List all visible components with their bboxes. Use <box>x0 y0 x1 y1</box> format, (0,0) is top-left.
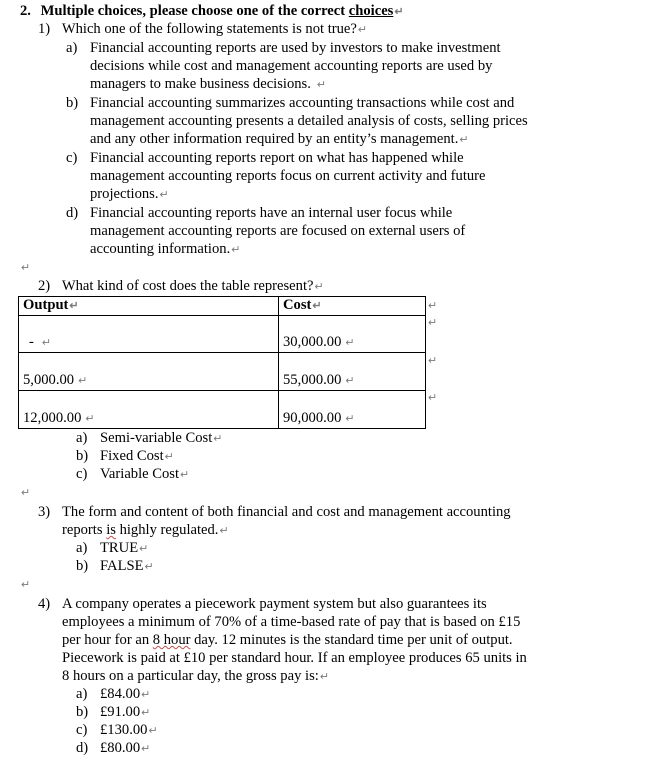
row-end-mark-icon: ↵ <box>428 355 438 367</box>
paragraph-mark-icon: ↵ <box>319 671 330 683</box>
option-line-last <box>90 241 240 259</box>
text-run: 8 hours on a particular day, the gross pay is: <box>62 668 319 684</box>
option-label: £91.00 <box>100 704 141 720</box>
option-letter: a) <box>76 430 88 446</box>
table-cell <box>279 316 426 353</box>
option-letter: c) <box>76 466 88 482</box>
question-text: Piecework is paid at £10 per standard hour. If an employee produces 65 units in <box>62 650 527 666</box>
cell-mark-icon: ↵ <box>345 413 355 425</box>
paragraph-mark-icon: ↵ <box>231 244 241 256</box>
option-letter: c) <box>76 722 88 738</box>
paragraph-mark-icon: ↵ <box>21 579 31 591</box>
option-line-text: managers to make business decisions. <box>90 76 311 92</box>
paragraph-mark-icon: ↵ <box>213 433 223 445</box>
paragraph-mark-icon: ↵ <box>139 543 149 555</box>
option-text <box>100 430 223 448</box>
question-text-line2 <box>62 522 229 540</box>
question-4-number: 4) <box>38 596 51 612</box>
option-text <box>100 558 154 576</box>
section-title-underlined: choices <box>348 3 394 19</box>
cell-value: 5,000.00 <box>23 372 75 388</box>
cell-mark-icon: ↵ <box>312 300 322 312</box>
table-header-cell <box>279 297 426 316</box>
option-letter: a) <box>76 686 88 702</box>
question-text: Which one of the following statements is not true? <box>61 21 357 37</box>
option-line: management accounting reports are focused on external users of <box>90 223 466 239</box>
table-cell <box>19 391 279 429</box>
option-label: £80.00 <box>100 740 141 756</box>
table-cell <box>19 353 279 391</box>
section-heading <box>20 3 404 21</box>
option-line: Financial accounting reports are used by investors to make investment <box>90 40 501 56</box>
option-letter: b) <box>76 558 89 574</box>
question-text-line3 <box>62 632 513 649</box>
cell-value: 12,000.00 <box>23 410 82 426</box>
option-label: Fixed Cost <box>100 448 164 464</box>
row-end-mark-icon: ↵ <box>428 392 438 404</box>
option-line: Financial accounting reports report on what has happened while <box>90 150 464 166</box>
paragraph-mark-icon: ↵ <box>180 469 190 481</box>
option-line-last <box>90 186 169 204</box>
paragraph-mark-icon: ↵ <box>141 689 151 701</box>
option-text <box>100 686 150 704</box>
option-line-text: and any other information required by an entity’s management. <box>90 131 459 147</box>
cost-table <box>18 296 426 429</box>
paragraph-mark-icon: ↵ <box>314 281 324 293</box>
paragraph-mark-icon: ↵ <box>21 487 31 499</box>
option-label: Variable Cost <box>100 466 180 482</box>
section-number: 2. <box>20 3 31 19</box>
option-text <box>100 466 189 484</box>
text-run: day. 12 minutes is the standard time per unit of output. <box>190 632 513 648</box>
option-label: FALSE <box>100 558 144 574</box>
table-header-cell <box>19 297 279 316</box>
row-end-mark-icon: ↵ <box>428 300 438 312</box>
option-line-last <box>90 131 469 149</box>
option-text <box>100 540 148 558</box>
option-letter: b) <box>66 95 79 111</box>
cell-value: 30,000.00 <box>283 334 342 350</box>
option-label: TRUE <box>100 540 139 556</box>
paragraph-mark-icon: ↵ <box>219 525 229 537</box>
option-label: £130.00 <box>100 722 148 738</box>
cell-mark-icon: ↵ <box>85 413 95 425</box>
cell-value: 90,000.00 <box>283 410 342 426</box>
table-row <box>19 391 426 429</box>
option-label: Semi-variable Cost <box>100 430 213 446</box>
cell-mark-icon: ↵ <box>41 337 52 349</box>
text-run: reports <box>62 522 107 538</box>
paragraph-mark-icon: ↵ <box>357 24 368 36</box>
option-line: Financial accounting summarizes accounting transactions while cost and <box>90 95 515 111</box>
paragraph-mark-icon: ↵ <box>316 79 327 91</box>
text-run-flagged: is <box>106 522 116 538</box>
paragraph-mark-icon: ↵ <box>394 6 404 18</box>
option-letter: c) <box>66 150 78 166</box>
paragraph-mark-icon: ↵ <box>459 134 469 146</box>
option-label: £84.00 <box>100 686 141 702</box>
cell-mark-icon: ↵ <box>345 375 355 387</box>
paragraph-mark-icon: ↵ <box>148 725 158 737</box>
question-text: What kind of cost does the table represent? <box>61 278 314 294</box>
option-text <box>100 448 174 466</box>
option-line-text: accounting information. <box>90 241 231 257</box>
table-cell <box>279 391 426 429</box>
row-end-mark-icon: ↵ <box>428 317 438 329</box>
cell-mark-icon: ↵ <box>78 375 88 387</box>
text-run-flagged: 8 hour <box>152 632 191 648</box>
table-cell <box>19 316 279 353</box>
option-letter: d) <box>66 205 79 221</box>
question-2 <box>38 278 324 296</box>
table-header-row <box>19 297 426 316</box>
text-run: per hour for an <box>62 632 153 648</box>
question-number: 1) <box>38 21 51 37</box>
table-row <box>19 316 426 353</box>
paragraph-mark-icon: ↵ <box>141 707 151 719</box>
text-run: highly regulated. <box>115 522 219 538</box>
option-line: management accounting presents a detailed analysis of costs, selling prices <box>90 113 528 129</box>
option-line: management accounting reports focus on current activity and future <box>90 168 486 184</box>
option-text <box>100 704 150 722</box>
question-number: 2) <box>38 278 51 294</box>
section-title: Multiple choices, please choose one of the correct <box>40 3 349 19</box>
option-letter: a) <box>76 540 88 556</box>
option-line: decisions while cost and management accounting reports are used by <box>90 58 493 74</box>
question-1 <box>38 21 367 39</box>
cell-value: 55,000.00 <box>283 372 342 388</box>
option-text <box>100 722 158 740</box>
option-line-text: projections. <box>90 186 159 202</box>
paragraph-mark-icon: ↵ <box>159 189 169 201</box>
cell-mark-icon: ↵ <box>69 300 79 312</box>
cell-mark-icon: ↵ <box>345 337 355 349</box>
option-line: Financial accounting reports have an internal user focus while <box>90 205 453 221</box>
option-letter: b) <box>76 704 89 720</box>
question-3-number: 3) <box>38 504 51 520</box>
header-output: Output <box>23 297 69 313</box>
table-cell <box>279 353 426 391</box>
header-cost: Cost <box>283 297 312 313</box>
paragraph-mark-icon: ↵ <box>144 561 154 573</box>
paragraph-mark-icon: ↵ <box>21 262 31 274</box>
option-letter: d) <box>76 740 89 756</box>
cell-value: - <box>29 334 34 350</box>
option-letter: a) <box>66 40 78 56</box>
option-text <box>100 740 150 758</box>
question-text: A company operates a piecework payment system but also guarantees its <box>62 596 487 612</box>
question-text: The form and content of both financial and cost and management accounting <box>62 504 511 520</box>
question-text-line5 <box>62 668 329 686</box>
paragraph-mark-icon: ↵ <box>141 743 151 755</box>
table-row <box>19 353 426 391</box>
option-letter: b) <box>76 448 89 464</box>
paragraph-mark-icon: ↵ <box>164 451 174 463</box>
question-text: employees a minimum of 70% of a time-based rate of pay that is based on £15 <box>62 614 521 630</box>
option-line-last <box>90 76 326 94</box>
